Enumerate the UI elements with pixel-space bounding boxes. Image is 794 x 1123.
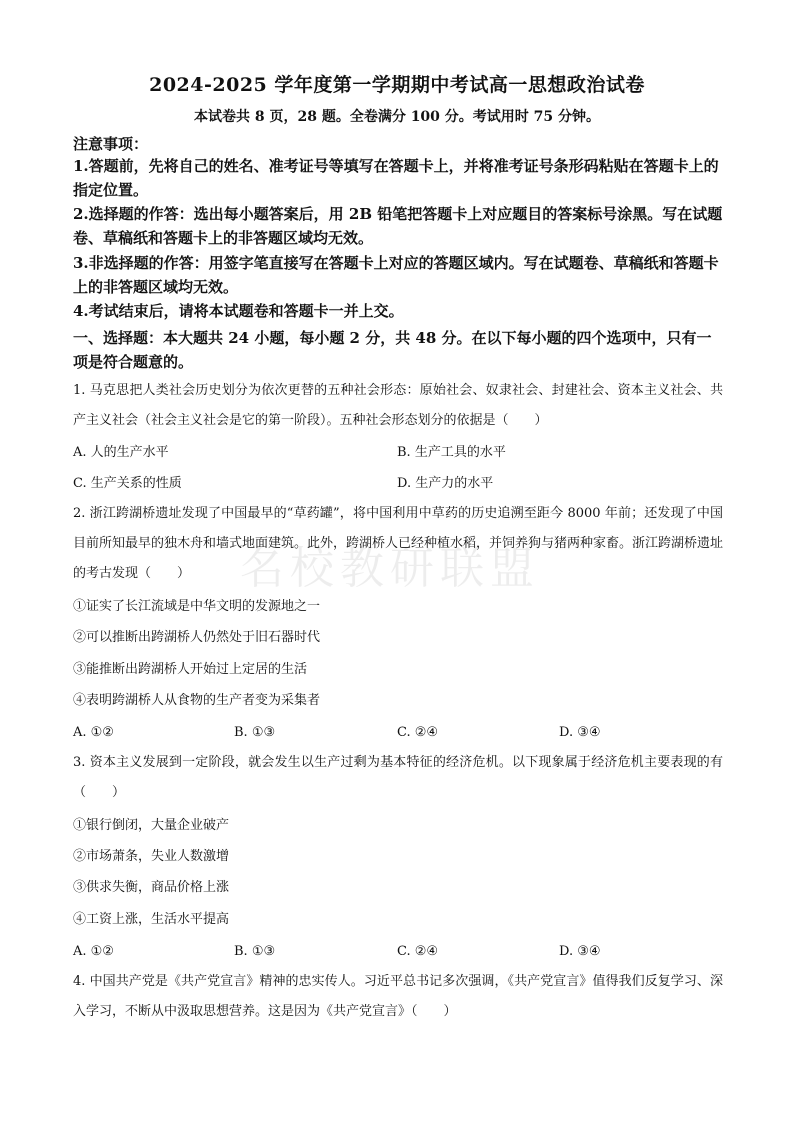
- question-3-stem: 3. 资本主义发展到一定阶段，就会发生以生产过剩为基本特征的经济危机。以下现象属于经济危机主要表现的有（ ）: [73, 755, 723, 800]
- question-2-statement-3: ③能推断出跨湖桥人开始过上定居的生活: [73, 662, 308, 677]
- question-3-statement-1: ①银行倒闭，大量企业破产: [73, 818, 230, 833]
- question-2-statement-4: ④表明跨湖桥人从食物的生产者变为采集者: [73, 693, 321, 708]
- question-3-statement-3: ③供求失衡，商品价格上涨: [73, 880, 230, 895]
- question-1-option-a: A. 人的生产水平: [73, 445, 169, 460]
- question-3-option-b: B. ①③: [234, 944, 276, 959]
- question-4-stem: 4. 中国共产党是《共产党宣言》精神的忠实传人。习近平总书记多次强调，《共产党宣言》值得我们反复学习、深入学习，不断从中汲取思想营养。这是因为《共产党宣言》（ ）: [73, 974, 723, 1019]
- section-one-heading: 一、选择题：本大题共 24 小题，每小题 2 分，共 48 分。在以下每小题的四个选项中，只有一项是符合题意的。: [73, 329, 712, 371]
- question-1-option-d: D. 生产力的水平: [397, 476, 494, 491]
- question-2-option-b: B. ①③: [234, 725, 276, 740]
- question-2-option-d: D. ③④: [559, 725, 601, 740]
- question-1-option-c: C. 生产关系的性质: [73, 476, 182, 491]
- note-item-2: 2.选择题的作答：选出每小题答案后，用 2B 铅笔把答题卡上对应题目的答案标号涂黑。写在试题卷、草稿纸和答题卡上的非答题区域均无效。: [73, 205, 723, 247]
- exam-subtitle: 本试卷共 8 页，28 题。全卷满分 100 分。考试用时 75 分钟。: [193, 109, 601, 125]
- question-3-statement-4: ④工资上涨，生活水平提高: [73, 912, 230, 927]
- question-1-option-b: B. 生产工具的水平: [397, 445, 506, 460]
- note-item-3: 3.非选择题的作答：用签字笔直接写在答题卡上对应的答题区域内。写在试题卷、草稿纸和答题卡上的非答题区域均无效。: [73, 254, 719, 296]
- exam-title: 2024-2025 学年度第一学期期中考试高一思想政治试卷: [149, 74, 645, 96]
- question-2-statement-2: ②可以推断出跨湖桥人仍然处于旧石器时代: [73, 630, 321, 645]
- question-2-statement-1: ①证实了长江流域是中华文明的发源地之一: [73, 599, 321, 614]
- question-2-stem: 2. 浙江跨湖桥遗址发现了中国最早的“草药罐”，将中国利用中草药的历史追溯至距今 8000 年前；还发现了中国目前所知最早的独木舟和墙式地面建筑。此外，跨湖桥人已经种植水稻，并饲养狗与猪两种家畜。浙江跨湖桥遗址的考古发现（ ）: [73, 506, 724, 581]
- question-3-option-a: A. ①②: [73, 944, 114, 959]
- question-3-statement-2: ②市场萧条，失业人数激增: [73, 849, 230, 864]
- notes-heading: 注意事项：: [73, 135, 149, 153]
- note-item-4: 4.考试结束后，请将本试题卷和答题卡一并上交。: [73, 302, 404, 320]
- question-3-option-c: C. ②④: [397, 944, 439, 959]
- question-2-option-c: C. ②④: [397, 725, 439, 740]
- question-1-stem: 1. 马克思把人类社会历史划分为依次更替的五种社会形态：原始社会、奴隶社会、封建社会、资本主义社会、共产主义社会（社会主义社会是它的第一阶段）。五种社会形态划分的依据是（ ）: [73, 383, 723, 428]
- note-item-1: 1.答题前，先将自己的姓名、准考证号等填写在答题卡上，并将准考证号条形码粘贴在答题卡上的指定位置。: [73, 157, 719, 199]
- question-3-option-d: D. ③④: [559, 944, 601, 959]
- watermark: 名校教研联盟: [240, 543, 540, 594]
- question-2-option-a: A. ①②: [73, 725, 114, 740]
